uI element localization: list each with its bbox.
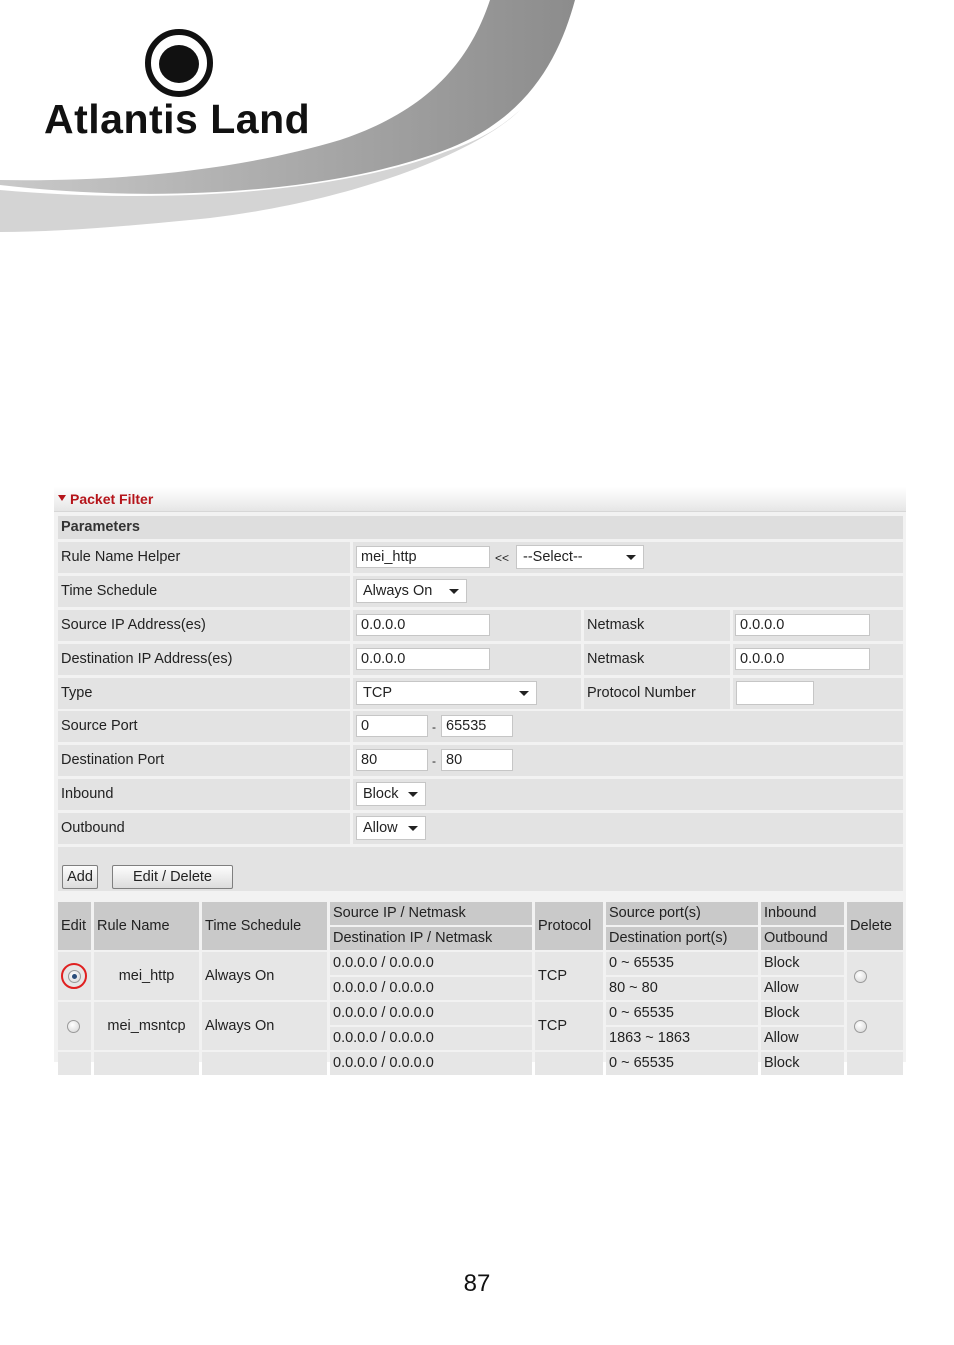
panel-title: Packet Filter <box>70 491 154 507</box>
type-select[interactable] <box>356 681 537 705</box>
rule-name-row <box>58 542 903 573</box>
time-schedule-cell <box>202 1052 327 1075</box>
parameters-header <box>58 516 903 539</box>
destination-port-to-input[interactable]: 80 <box>441 749 513 771</box>
protocol-cell: TCP <box>535 1002 603 1050</box>
chevron-down-icon <box>408 826 418 831</box>
rule-helper-select-value: --Select-- <box>523 549 583 565</box>
rule-name-cell <box>94 1052 199 1075</box>
source-ports-cell: 0 ~ 65535 <box>606 1052 758 1075</box>
destination-ip-cell: 0.0.0.0 / 0.0.0.0 <box>330 1027 532 1050</box>
source-ip-label: Source IP Address(es) <box>61 617 206 633</box>
helper-arrow-label: << <box>495 551 510 565</box>
delete-radio-button[interactable] <box>854 970 867 983</box>
inbound-row <box>58 779 903 810</box>
inbound-cell: Block <box>761 952 844 975</box>
delete-cell <box>847 1052 903 1075</box>
delete-cell <box>847 952 903 1000</box>
source-ports-cell: 0 ~ 65535 <box>606 952 758 975</box>
rule-helper-select[interactable] <box>516 545 644 569</box>
header-protocol: Protocol <box>535 902 603 950</box>
protocol-number-input[interactable] <box>736 681 814 705</box>
header-source-ip: Source IP / Netmask <box>330 902 532 925</box>
header-rule-name: Rule Name <box>94 902 199 950</box>
inbound-label: Inbound <box>61 786 114 802</box>
destination-port-row <box>58 745 903 776</box>
destination-ip-label: Destination IP Address(es) <box>61 651 233 667</box>
outbound-cell: Allow <box>761 977 844 1000</box>
outbound-cell: Allow <box>761 1027 844 1050</box>
type-select-value: TCP <box>363 685 392 701</box>
inbound-cell: Block <box>761 1002 844 1025</box>
source-port-from-input[interactable]: 0 <box>356 715 428 737</box>
type-row <box>58 678 903 709</box>
chevron-down-icon <box>519 691 529 696</box>
source-netmask-label: Netmask <box>587 617 645 633</box>
protocol-cell <box>535 1052 603 1075</box>
outbound-select[interactable] <box>356 816 426 840</box>
chevron-down-icon <box>449 589 459 594</box>
header-time-schedule: Time Schedule <box>202 902 327 950</box>
button-row <box>58 847 903 891</box>
time-schedule-cell: Always On <box>202 952 327 1000</box>
protocol-cell: TCP <box>535 952 603 1000</box>
outbound-label: Outbound <box>61 820 125 836</box>
destination-ports-cell: 1863 ~ 1863 <box>606 1027 758 1050</box>
time-schedule-label: Time Schedule <box>61 583 158 599</box>
inbound-cell: Block <box>761 1052 844 1075</box>
edit-radio-button[interactable] <box>67 1020 80 1033</box>
collapse-triangle-icon[interactable] <box>58 495 66 501</box>
brand-logo <box>40 28 320 148</box>
source-port-to-input[interactable]: 65535 <box>441 715 513 737</box>
panel-title-bar[interactable] <box>54 487 906 512</box>
outbound-row <box>58 813 903 844</box>
edit-radio-button[interactable] <box>68 970 81 983</box>
header-outbound: Outbound <box>761 927 844 950</box>
destination-ip-input[interactable]: 0.0.0.0 <box>356 648 490 670</box>
header-source-ports: Source port(s) <box>606 902 758 925</box>
edit-cell <box>58 952 91 1000</box>
rule-name-cell: mei_http <box>94 952 199 1000</box>
time-schedule-row <box>58 576 903 607</box>
header-edit: Edit <box>58 902 91 950</box>
inbound-select-value: Block <box>363 786 399 802</box>
chevron-down-icon <box>626 555 636 560</box>
type-label: Type <box>61 685 93 701</box>
source-netmask-input[interactable]: 0.0.0.0 <box>735 614 870 636</box>
header-inbound: Inbound <box>761 902 844 925</box>
source-ports-cell: 0 ~ 65535 <box>606 1002 758 1025</box>
destination-port-from-input[interactable]: 80 <box>356 749 428 771</box>
time-schedule-cell: Always On <box>202 1002 327 1050</box>
source-port-label: Source Port <box>61 718 138 734</box>
destination-netmask-input[interactable]: 0.0.0.0 <box>735 648 870 670</box>
time-schedule-select[interactable] <box>356 579 467 603</box>
source-ip-cell: 0.0.0.0 / 0.0.0.0 <box>330 1002 532 1025</box>
destination-ports-cell: 80 ~ 80 <box>606 977 758 1000</box>
header-delete: Delete <box>847 902 903 950</box>
destination-netmask-label: Netmask <box>587 651 645 667</box>
destination-ip-row <box>58 644 903 675</box>
delete-radio-button[interactable] <box>854 1020 867 1033</box>
source-port-row <box>58 711 903 742</box>
outbound-select-value: Allow <box>363 820 398 836</box>
source-ip-row <box>58 610 903 641</box>
inbound-select[interactable] <box>356 782 426 806</box>
header-destination-ports: Destination port(s) <box>606 927 758 950</box>
brand-name: Atlantis Land <box>44 96 311 142</box>
edit-cell <box>58 1002 91 1050</box>
protocol-number-label: Protocol Number <box>587 685 696 701</box>
source-ip-cell: 0.0.0.0 / 0.0.0.0 <box>330 1052 532 1075</box>
destination-port-separator: - <box>432 754 436 768</box>
chevron-down-icon <box>408 792 418 797</box>
destination-ip-cell: 0.0.0.0 / 0.0.0.0 <box>330 977 532 1000</box>
rule-name-cell: mei_msntcp <box>94 1002 199 1050</box>
page-number: 87 <box>463 1270 491 1297</box>
source-ip-input[interactable]: 0.0.0.0 <box>356 614 490 636</box>
rule-name-input[interactable]: mei_http <box>356 546 490 568</box>
edit-cell <box>58 1052 91 1075</box>
delete-cell <box>847 1002 903 1050</box>
source-port-separator: - <box>432 720 436 734</box>
rule-name-label: Rule Name Helper <box>61 549 181 565</box>
packet-filter-panel <box>54 487 906 1071</box>
parameters-label: Parameters <box>61 519 140 535</box>
destination-port-label: Destination Port <box>61 752 165 768</box>
header-destination-ip: Destination IP / Netmask <box>330 927 532 950</box>
add-button[interactable]: Add <box>62 865 98 889</box>
logo-mark-icon <box>144 28 214 98</box>
source-ip-cell: 0.0.0.0 / 0.0.0.0 <box>330 952 532 975</box>
time-schedule-select-value: Always On <box>363 583 433 599</box>
edit-delete-button[interactable]: Edit / Delete <box>112 865 233 889</box>
